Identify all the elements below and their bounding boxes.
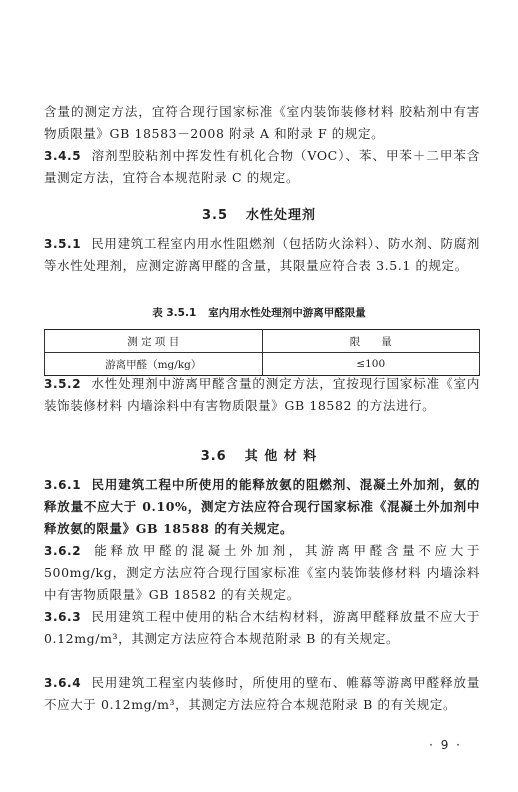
clause-number: 3.6.3 xyxy=(44,610,82,624)
page-number: · 9 · xyxy=(429,738,462,752)
section-number: 3.5 xyxy=(201,208,228,223)
clause-3-6-4 xyxy=(44,672,480,716)
clause-3-6-3 xyxy=(44,606,480,650)
section-number: 3.6 xyxy=(200,449,227,464)
table-header-row xyxy=(45,330,480,353)
section-heading-3-5 xyxy=(0,204,518,223)
table-header-limit: 限 量 xyxy=(262,330,480,353)
clause-3-6-2 xyxy=(44,540,480,606)
table-number: 表 3.5.1 xyxy=(152,307,197,319)
clause-number: 3.5.1 xyxy=(44,237,82,251)
table-cell-item: 游离甲醛（mg/kg） xyxy=(45,353,263,376)
clause-text: 水性处理剂中游离甲醛含量的测定方法，宜按现行国家标准《室内装饰装修材料 内墙涂料中有害物质限量》GB 18582 的方法进行。 xyxy=(44,376,480,413)
table-title: 室内用水性处理剂中游离甲醛限量 xyxy=(208,307,366,319)
clause-text: 民用建筑工程室内用水性阻燃剂（包括防火涂料）、防水剂、防腐剂等水性处理剂，应测定游离甲醛的含量，其限量应符合表 3.5.1 的规定。 xyxy=(44,236,480,273)
table-header-item: 测 定 项 目 xyxy=(45,330,263,353)
clause-text: 能释放甲醛的混凝土外加剂，其游离甲醛含量不应大于 500mg/kg，测定方法应符合现行国家标准《室内装饰装修材料 内墙涂料中有害物质限量》GB 18582 的有关规定。 xyxy=(44,543,480,602)
clause-text: 民用建筑工程室内装修时，所使用的壁布、帷幕等游离甲醛释放量不应大于 0.12mg/m³，其测定方法应符合本规范附录 B 的有关规定。 xyxy=(44,675,480,712)
clause-number: 3.6.1 xyxy=(44,478,82,492)
clause-3-4-5 xyxy=(44,145,480,189)
clause-3-6-1 xyxy=(44,474,480,540)
clause-number: 3.6.4 xyxy=(44,676,82,690)
clause-3-5-1 xyxy=(44,233,480,277)
clause-text: 溶剂型胶粘剂中挥发性有机化合物（VOC）、苯、甲苯＋二甲苯含量测定方法，宜符合本规范附录 C 的规定。 xyxy=(44,148,480,185)
formaldehyde-limit-table xyxy=(44,329,480,376)
section-title: 水性处理剂 xyxy=(246,208,317,223)
clause-text: 民用建筑工程中使用的粘合木结构材料，游离甲醛释放量不应大于 0.12mg/m³，其测定方法应符合本规范附录 B 的有关规定。 xyxy=(44,609,480,646)
clause-text: 民用建筑工程中所使用的能释放氨的阻燃剂、混凝土外加剂，氨的释放量不应大于 0.10%，测定方法应符合现行国家标准《混凝土外加剂中释放氨的限量》GB 18588 的有关规定。 xyxy=(44,477,480,536)
clause-3-5-2 xyxy=(44,373,480,417)
clause-number: 3.6.2 xyxy=(44,544,82,558)
table-cell-limit: ≤100 xyxy=(262,353,480,376)
table-caption xyxy=(0,305,518,320)
section-title: 其 他 材 料 xyxy=(244,449,318,464)
clause-number: 3.4.5 xyxy=(44,149,82,163)
section-heading-3-6 xyxy=(0,445,518,464)
clause-number: 3.5.2 xyxy=(44,377,82,391)
paragraph-text: 含量的测定方法，宜符合现行国家标准《室内装饰装修材料 胶粘剂中有害物质限量》GB 18583－2008 附录 A 和附录 F 的规定。 xyxy=(44,104,480,141)
continued-paragraph xyxy=(44,101,480,145)
